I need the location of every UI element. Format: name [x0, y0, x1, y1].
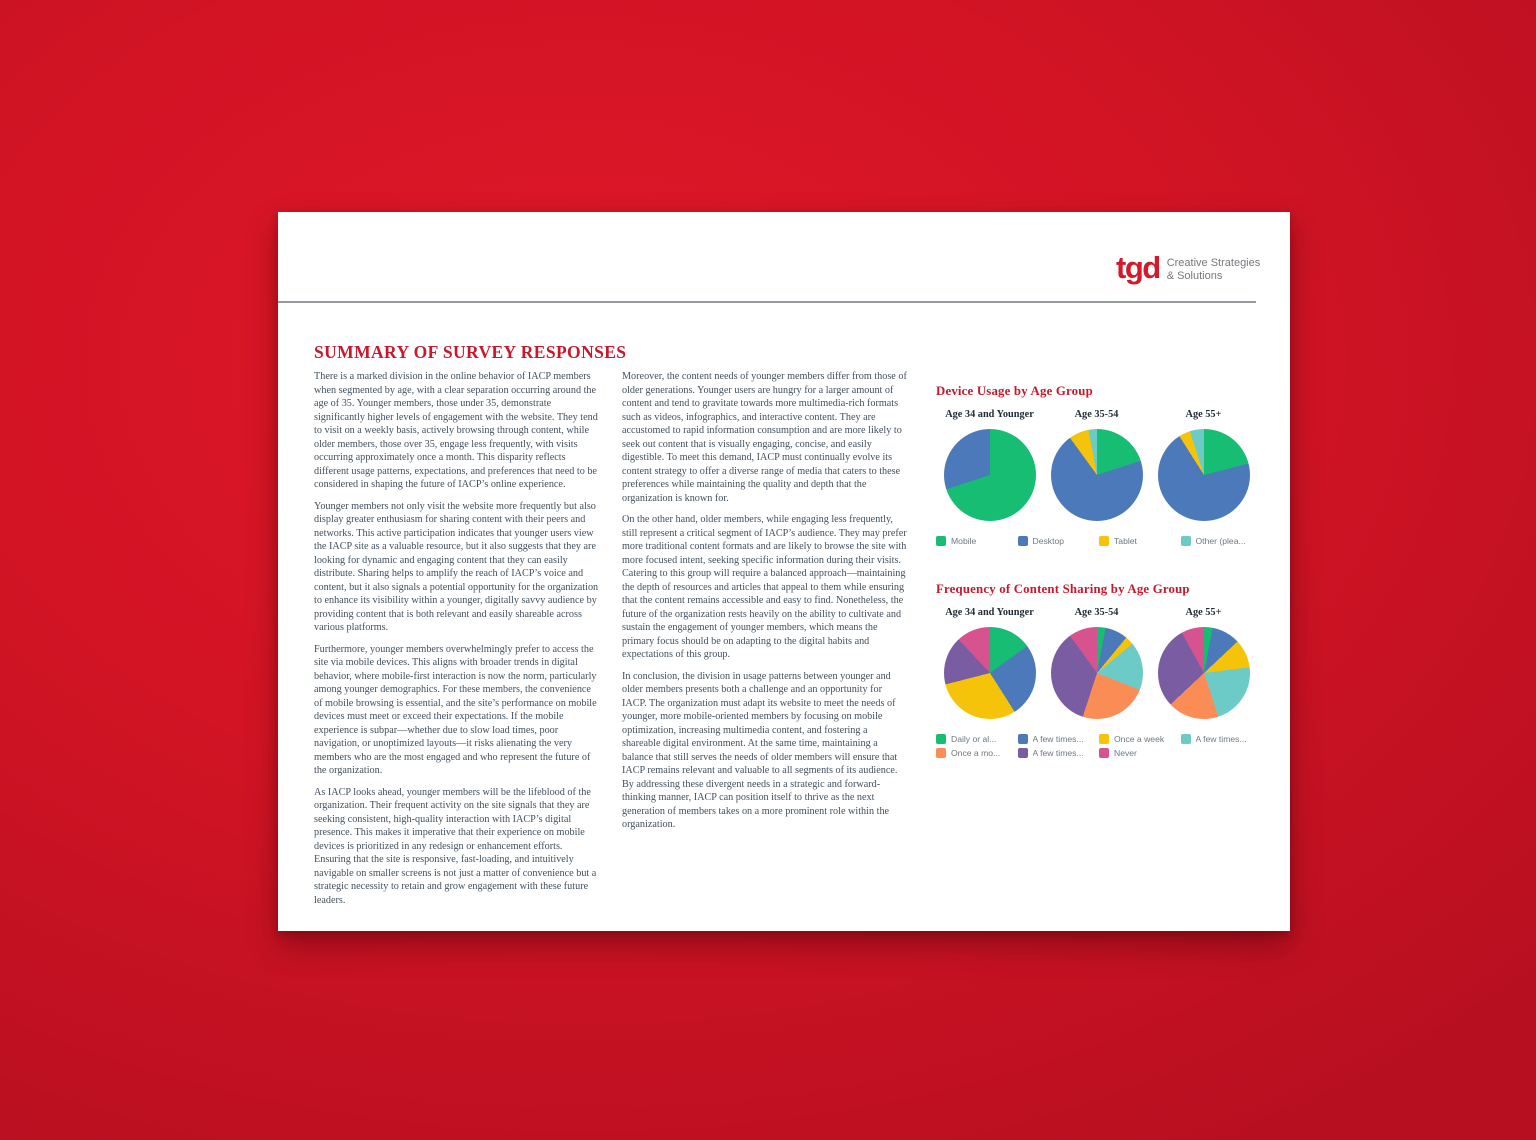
pie-chart	[1158, 429, 1250, 521]
legend-item	[1018, 748, 1098, 758]
paragraph: In conclusion, the division in usage patterns between younger and older members presents both a challenge and an opportunity for IACP. The organization must adapt its website to meet the needs of younger, more mobile-oriented members by focusing on mobile optimization, increasing multimedia content, and fostering a shareable digital environment. At the same time, maintaining a balance that still serves the needs of older members will ensure that IACP remains relevant and valuable to all segments of its audience. By addressing these divergent needs in a strategic and forward-thinking manner, IACP can position itself to thrive as the next generation of members takes on a more prominent role within the organization.	[622, 670, 898, 830]
pie-age-label: Age 35-54	[1074, 607, 1119, 618]
legend-color-chip	[1018, 734, 1028, 744]
charts-column	[936, 370, 1260, 758]
legend-item	[1018, 536, 1098, 546]
legend-item	[936, 536, 1016, 546]
pies-row	[936, 409, 1260, 521]
chart-title: Device Usage by Age Group	[936, 384, 1093, 398]
legend-color-chip	[1181, 734, 1191, 744]
paragraph: On the other hand, older members, while engaging less frequently, still represent a critical segment of IACP’s audience. They may prefer more traditional content formats and are likely to browse the site with more focused intent, seeking specific information during their visits. Catering to this group will require a balanced approach—maintaining the depth of resources and articles that appeal to them while ensuring that the content remains accessible and easy to find. Nonetheless, the future of the organization rests heavily on the ability to cultivate and sustain the engagement of younger members, which means the primary focus should be on adapting to the digital habits and expectations of this group.	[622, 514, 907, 660]
pie-age-label: Age 55+	[1185, 607, 1222, 618]
paragraph: There is a marked division in the online behavior of IACP members when segmented by age, with a clear separation occurring around the age of 35. Younger members, those under 35, demonstrate significantly higher levels of engagement with the website. They tend to visit on a weekly basis, actively browsing through content, while older members, those over 35, engage less frequently, with visits occurring approximately once a month. This disparity reflects different usage patterns, expectations, and preferences that need to be considered in shaping the future of IACP’s online experience.	[314, 371, 598, 490]
legend-item	[1018, 734, 1098, 744]
pie-group	[1043, 607, 1150, 719]
pie-age-label: Age 55+	[1185, 409, 1222, 420]
legend-color-chip	[1099, 748, 1109, 758]
logo-tagline-line2: & Solutions	[1166, 269, 1223, 282]
pie-age-label: Age 34 and Younger	[945, 607, 1034, 618]
pie-chart	[1051, 429, 1143, 521]
pies-row	[936, 607, 1260, 719]
legend-label: A few times...	[1032, 734, 1084, 744]
legend-color-chip	[1099, 536, 1109, 546]
paragraph: Furthermore, younger members overwhelmingly prefer to access the site via mobile devices. This aligns with broader trends in digital behavior, where mobile-first interaction is now the norm, particularly among younger demographics. For these members, the convenience of mobile browsing is essential, and the site’s performance on mobile devices must meet or exceed their expectations. If the mobile experience is subpar—whether due to slow load times, poor navigation, or unoptimized layouts—it risks alienating the very members who are the most engaged and who represent the future of the organization.	[314, 643, 597, 776]
legend-label: Desktop	[1032, 536, 1065, 546]
page-title: SUMMARY OF SURVEY RESPONSES	[314, 342, 627, 362]
pie-age-label: Age 35-54	[1074, 409, 1119, 420]
legend-label: Other (plea...	[1195, 536, 1246, 546]
chart-title: Frequency of Content Sharing by Age Group	[936, 582, 1190, 596]
pie-chart	[1158, 627, 1250, 719]
pie-group	[1150, 409, 1257, 521]
legend-item	[1181, 734, 1261, 744]
company-logo	[1116, 250, 1261, 285]
legend-color-chip	[1099, 734, 1109, 744]
paragraph: Younger members not only visit the website more frequently but also display greater enthusiasm for sharing content with their peers and networks. This active participation indicates that younger users view the IACP site as a valuable resource, but it also suggests that they are looking for dynamic and engaging content that they can easily distribute. Sharing helps to amplify the reach of IACP’s voice and content, but it also signals a potential opportunity for the organization to enhance its visibility within a younger, digitally savvy audience by providing content that is both relevant and easily shareable across various platforms.	[314, 500, 599, 633]
pie-group	[936, 607, 1043, 719]
legend-item	[1099, 734, 1179, 744]
legend-color-chip	[1018, 536, 1028, 546]
legend-item	[936, 748, 1016, 758]
logo-tagline	[1167, 255, 1261, 283]
legend-label: Once a week	[1114, 734, 1165, 744]
legend-label: A few times...	[1032, 748, 1084, 758]
logo-wordmark: tgd	[1116, 250, 1160, 285]
legend-item	[1099, 748, 1179, 758]
legend-color-chip	[936, 734, 946, 744]
legend-item	[1099, 536, 1179, 546]
chart-legend	[936, 536, 1260, 546]
header-divider	[278, 301, 1256, 303]
legend-item	[1181, 536, 1261, 546]
report-page	[278, 212, 1290, 931]
pie-group	[1043, 409, 1150, 521]
paragraph: As IACP looks ahead, younger members will be the lifeblood of the organization. Their frequent activity on the site signals that they are seeking consistent, high-quality interaction with IACP’s digital presence. This makes it imperative that their experience on mobile devices is prioritized in any redesign or enhancement efforts. Ensuring that the site is responsive, fast-loading, and intuitively navigable on smaller screens is not just a matter of convenience but a strategic necessity to retain and grow engagement with these future leaders.	[314, 786, 597, 906]
text-column-1	[314, 370, 600, 915]
legend-color-chip	[1018, 748, 1028, 758]
pie-group	[936, 409, 1043, 521]
pie-chart	[1051, 627, 1143, 719]
legend-label: A few times...	[1195, 734, 1247, 744]
device-usage-chart	[936, 384, 1260, 546]
legend-color-chip	[936, 748, 946, 758]
pie-chart	[944, 627, 1036, 719]
text-column-2	[622, 370, 908, 840]
legend-item	[936, 734, 1016, 744]
paragraph: Moreover, the content needs of younger members differ from those of older generations. Younger users are hungry for a larger amount of content and tend to gravitate towards more multimedia-rich formats such as videos, infographics, and interactive content. They are accustomed to rapid information consumption and are more likely to seek out content that is visually engaging, concise, and easily digestible. To meet this demand, IACP must continually evolve its content strategy to offer a diverse range of media that caters to these preferences while maintaining the quality and depth that the organization is known for.	[622, 371, 907, 504]
chart-legend	[936, 734, 1260, 758]
pie-group	[1150, 607, 1257, 719]
legend-color-chip	[1181, 536, 1191, 546]
legend-label: Once a mo...	[951, 748, 1001, 758]
content-sharing-chart	[936, 582, 1260, 758]
pie-age-label: Age 34 and Younger	[945, 409, 1034, 420]
logo-tagline-line1: Creative Strategies	[1166, 257, 1261, 269]
pie-chart	[944, 429, 1036, 521]
legend-label: Mobile	[951, 536, 977, 546]
legend-color-chip	[936, 536, 946, 546]
legend-label: Never	[1114, 748, 1137, 758]
legend-label: Daily or al...	[951, 734, 997, 744]
legend-label: Tablet	[1114, 536, 1137, 546]
